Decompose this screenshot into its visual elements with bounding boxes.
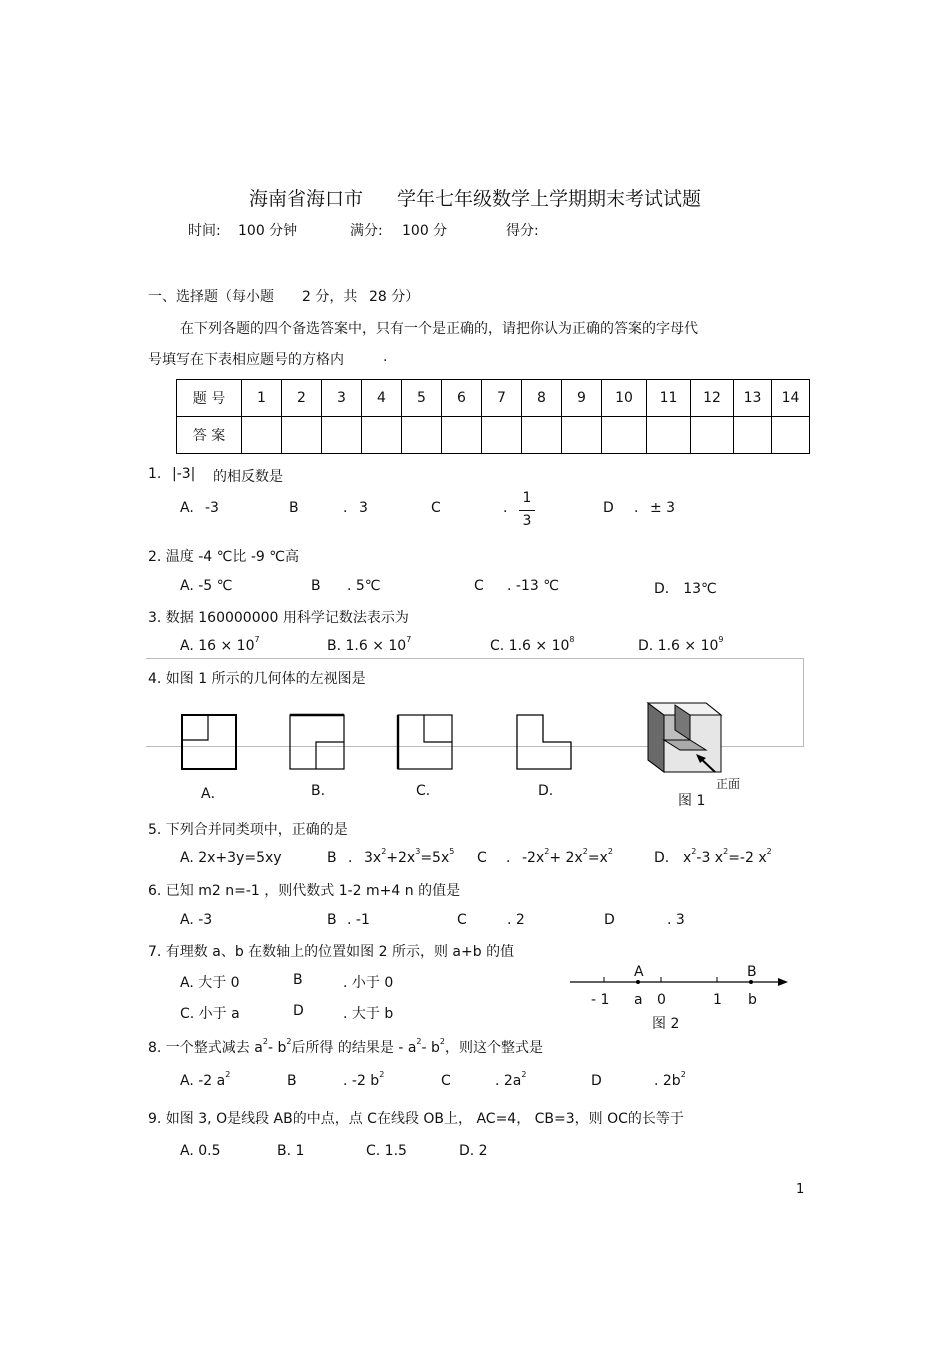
q6-option-c: . 2 [507, 912, 525, 928]
divider-line [146, 658, 804, 659]
q8-exp3: 2 [416, 1037, 422, 1046]
q9-option-d: D. 2 [459, 1143, 488, 1159]
q3-option-a-exponent: 7 [254, 635, 260, 644]
q7-option-a: A. 大于 0 [180, 975, 240, 991]
q4-front-label: 正面 [716, 777, 741, 791]
q7-option-b: . 小于 0 [343, 975, 394, 991]
answer-cell[interactable] [442, 417, 482, 454]
instruction-end: . [383, 349, 388, 365]
q4-shape-d [517, 715, 571, 769]
q6-option-a: A. -3 [180, 912, 213, 928]
section-heading-points: 2 分，共 [302, 289, 358, 305]
answer-cell[interactable] [647, 417, 691, 454]
q7-figure-label: 图 2 [652, 1016, 680, 1032]
row-label-answer: 答 案 [177, 417, 242, 454]
q4-option-b: B. [311, 783, 326, 799]
q7-option-d: . 大于 b [343, 1006, 394, 1022]
q2-option-d: D． 13℃ [654, 581, 717, 597]
table-cell: 1 [242, 380, 282, 417]
q7-tick-0: 0 [657, 992, 666, 1008]
fraction-denominator: 3 [522, 513, 532, 529]
q8-option-c-label: C [441, 1073, 451, 1089]
q8-option-b-text: . -2 b [343, 1073, 380, 1089]
q1-option-b-label: B [289, 500, 299, 516]
q5-b-term3: =5x [420, 850, 450, 866]
q2-option-c: . -13 ℃ [507, 578, 559, 594]
q8-option-b-label: B [287, 1073, 297, 1089]
q5-d-term3: =-2 x [728, 850, 767, 866]
q4-option-d: D. [538, 783, 554, 799]
q5-option-c [522, 847, 613, 866]
q5-option-c-dot: . [506, 850, 511, 866]
q1-option-d-label: D [603, 500, 614, 516]
q5-c-term3: =x [587, 850, 608, 866]
q7-tick-1: 1 [713, 992, 722, 1008]
answer-cell[interactable] [322, 417, 362, 454]
answer-cell[interactable] [402, 417, 442, 454]
instruction-line2: 号填写在下表相应题号的方格内 [148, 352, 344, 368]
table-cell: 14 [772, 380, 810, 417]
q5-stem: 5. 下列合并同类项中，正确的是 [148, 822, 348, 838]
q9-option-c: C. 1.5 [366, 1143, 407, 1159]
q5-c-term1: -2x [522, 850, 545, 866]
table-cell: 8 [522, 380, 562, 417]
fraction-bar [519, 510, 535, 511]
table-cell: 12 [691, 380, 734, 417]
table-cell: 7 [482, 380, 522, 417]
q8-option-d-text: . 2b [654, 1073, 681, 1089]
q4-option-a: A． [201, 786, 225, 802]
score-label: 满分: [350, 223, 383, 239]
q1-option-c-dot: . [503, 500, 508, 516]
answer-cell[interactable] [522, 417, 562, 454]
table-row [177, 380, 810, 417]
answer-cell[interactable] [691, 417, 734, 454]
q4-shape-a [182, 715, 236, 769]
q3-option-a [180, 635, 260, 654]
q8-option-a-exp: 2 [225, 1070, 231, 1079]
q4-shape-c [398, 715, 452, 769]
q1-option-d-dot: . [634, 500, 639, 516]
q7-option-d-label: D [293, 1003, 304, 1019]
q8-option-c-text: . 2a [495, 1073, 522, 1089]
q8-option-d-label: D [591, 1073, 602, 1089]
q4-solid-figure [648, 703, 721, 772]
q6-option-b: . -1 [347, 912, 370, 928]
q2-option-a: A. -5 ℃ [180, 578, 233, 594]
section-heading: 一、选择题（每小题 [148, 289, 274, 305]
q5-option-a: A. 2x+3y=5xy [180, 850, 282, 866]
table-cell: 3 [322, 380, 362, 417]
q1-option-c-label: C [431, 500, 441, 516]
q5-d-exp3: 2 [766, 847, 772, 856]
q5-b-exp1: 2 [381, 847, 387, 856]
q5-option-d [683, 847, 772, 866]
table-cell: 13 [734, 380, 772, 417]
table-cell: 5 [402, 380, 442, 417]
q8-option-c [495, 1070, 527, 1089]
q7-tick-a: a [634, 992, 643, 1008]
got-label: 得分: [506, 223, 539, 239]
q9-option-b: B. 1 [277, 1143, 305, 1159]
q1-option-b-dot: . [343, 500, 348, 516]
q5-c-term2: + 2x [549, 850, 583, 866]
q5-b-term2: +2x [386, 850, 416, 866]
q8-stem-part3: 后所得 的结果是 - a [291, 1040, 417, 1056]
q3-option-c-exponent: 8 [569, 635, 575, 644]
q8-option-c-exp: 2 [521, 1070, 527, 1079]
q5-option-b-dot: . [348, 850, 353, 866]
q5-option-b-label: B [327, 850, 337, 866]
q6-option-d-label: D [604, 912, 615, 928]
q6-option-b-label: B [327, 912, 337, 928]
instruction-line1: 在下列各题的四个备选答案中，只有一个是正确的，请把你认为正确的答案的字母代 [180, 321, 698, 337]
page-title-part2: 学年七年级数学上学期期末考试试题 [397, 188, 702, 210]
q1-number: 1. [148, 466, 162, 482]
table-cell: 10 [602, 380, 647, 417]
q4-stem: 4. 如图 1 所示的几何体的左视图是 [148, 671, 366, 687]
q5-b-term1: 3x [364, 850, 382, 866]
fraction-numerator: 1 [522, 490, 532, 506]
q5-option-b [364, 847, 455, 866]
table-cell: 11 [647, 380, 691, 417]
q5-d-term1: x [683, 850, 692, 866]
q2-option-b-label: B [311, 578, 321, 594]
q3-option-a-text: A. 16 × 10 [180, 638, 255, 654]
q8-stem-part2: - b [267, 1040, 287, 1056]
q7-option-b-label: B [293, 972, 303, 988]
q1-option-d: ± 3 [650, 500, 676, 516]
q7-option-c: C. 小于 a [180, 1006, 240, 1022]
answer-cell[interactable] [562, 417, 602, 454]
q8-option-a [180, 1070, 231, 1089]
q8-option-d-exp: 2 [680, 1070, 686, 1079]
q5-d-exp2: 2 [723, 847, 729, 856]
q5-option-c-label: C [477, 850, 487, 866]
q2-option-b: . 5℃ [347, 578, 381, 594]
q1-option-a-label: A. [180, 500, 194, 516]
q7-stem: 7. 有理数 a、b 在数轴上的位置如图 2 所示，则 a+b 的值 [148, 944, 515, 960]
q8-exp1: 2 [262, 1037, 268, 1046]
q8-option-b [343, 1070, 385, 1089]
section-heading-total: 28 分） [369, 289, 420, 305]
table-cell: 6 [442, 380, 482, 417]
q6-option-d: . 3 [667, 912, 685, 928]
q2-stem: 2. 温度 -4 ℃比 -9 ℃高 [148, 549, 299, 565]
q8-stem-part1: 8. 一个整式减去 a [148, 1040, 263, 1056]
q4-figures [170, 700, 810, 780]
q8-option-b-exp: 2 [379, 1070, 385, 1079]
q3-option-c [490, 635, 575, 654]
q8-stem [148, 1037, 543, 1057]
q8-stem-part5: ，则这个整式是 [444, 1040, 543, 1056]
q8-exp2: 2 [286, 1037, 292, 1046]
q5-option-d-label: D. [654, 850, 670, 866]
answer-cell[interactable] [772, 417, 810, 454]
q7-tick-minus1: - 1 [591, 992, 610, 1008]
q2-option-c-label: C [474, 578, 484, 594]
page-title-part1: 海南省海口市 [249, 188, 364, 210]
q9-stem: 9. 如图 3, O是线段 AB的中点，点 C在线段 OB上， AC=4， CB=3，则 OC的长等于 [148, 1111, 684, 1127]
q3-option-c-text: C. 1.6 × 10 [490, 638, 570, 654]
q3-option-b-text: B. 1.6 × 10 [327, 638, 407, 654]
q7-point-a-label: A [634, 964, 644, 980]
answer-cell[interactable] [734, 417, 772, 454]
answer-cell[interactable] [602, 417, 647, 454]
q9-option-a: A. 0.5 [180, 1143, 221, 1159]
answer-cell[interactable] [362, 417, 402, 454]
q8-exp4: 2 [439, 1037, 445, 1046]
time-value: 100 分钟 [238, 223, 298, 239]
q5-c-exp3: 2 [607, 847, 613, 856]
q5-d-term2: -3 x [696, 850, 724, 866]
q3-option-b-exponent: 7 [406, 635, 412, 644]
q6-stem: 6. 已知 m2 n=-1 ，则代数式 1-2 m+4 n 的值是 [148, 883, 461, 899]
q8-option-d [654, 1070, 686, 1089]
table-row [177, 417, 810, 454]
q5-c-exp1: 2 [544, 847, 550, 856]
score-value: 100 分 [402, 223, 448, 239]
q7-tick-b: b [748, 992, 757, 1008]
page-number: 1 [796, 1182, 805, 1197]
q4-option-c: C. [416, 783, 431, 799]
q3-option-d-text: D. 1.6 × 10 [638, 638, 719, 654]
q4-figure-label: 图 1 [678, 793, 706, 809]
time-label: 时间: [188, 223, 221, 239]
q5-b-exp3: 5 [449, 847, 455, 856]
q8-option-a-text: A. -2 a [180, 1073, 226, 1089]
answer-cell[interactable] [282, 417, 322, 454]
q1-option-a: -3 [205, 500, 219, 516]
answer-cell[interactable] [242, 417, 282, 454]
q4-shape-b [290, 715, 344, 769]
row-label-number: 题 号 [177, 380, 242, 417]
q3-option-d-exponent: 9 [718, 635, 724, 644]
answer-table [176, 379, 810, 454]
q7-point-b-label: B [747, 964, 757, 980]
q1-option-b: 3 [359, 500, 368, 516]
q8-stem-part4: - b [421, 1040, 440, 1056]
table-cell: 2 [282, 380, 322, 417]
q3-option-d [638, 635, 724, 654]
q1-stem: 的相反数是 [213, 469, 283, 485]
q5-c-exp2: 2 [582, 847, 588, 856]
q1-option-c-fraction [517, 490, 537, 529]
answer-cell[interactable] [482, 417, 522, 454]
table-cell: 4 [362, 380, 402, 417]
q3-option-b [327, 635, 412, 654]
q5-d-exp1: 2 [691, 847, 697, 856]
table-cell: 9 [562, 380, 602, 417]
q1-expression: |-3| [172, 466, 196, 482]
q3-stem: 3. 数据 160000000 用科学记数法表示为 [148, 610, 409, 626]
q5-b-exp2: 3 [415, 847, 421, 856]
q6-option-c-label: C [457, 912, 467, 928]
